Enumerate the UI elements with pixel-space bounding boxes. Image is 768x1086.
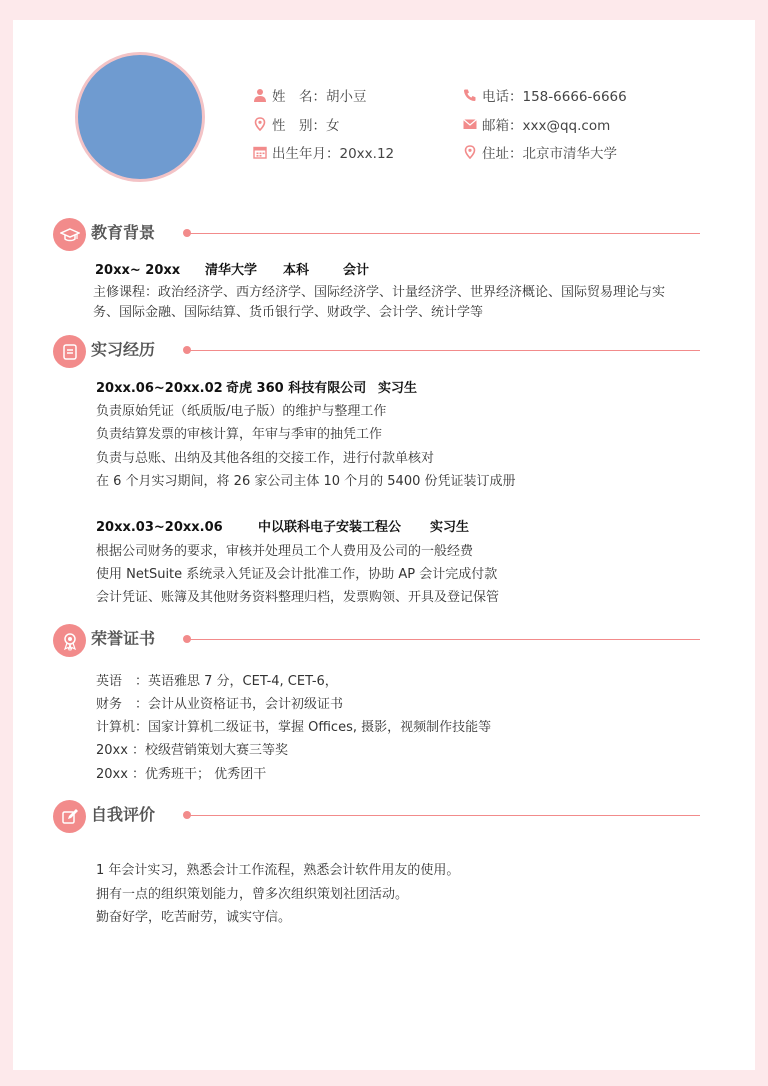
job-2-header	[96, 518, 469, 538]
section-self-eval	[53, 800, 703, 836]
phone-icon	[463, 88, 477, 102]
job-1-duty: 负责结算发票的审核计算，年审与季审的抽凭工作	[96, 427, 383, 442]
edit-icon	[53, 800, 86, 833]
job-2-duty: 根据公司财务的要求，审核并处理员工个人费用及公司的一般经费	[96, 544, 474, 559]
internship-title: 实习经历	[91, 340, 156, 359]
education-courses-1: 主修课程：政治经济学、西方经济学、国际经济学、计量经济学、世界经济概论、国际贸易理论与实	[93, 285, 666, 300]
honor-item: 计算机：国家计算机二级证书，掌握 Offices, 摄影，视频制作技能等	[96, 720, 492, 735]
location-pin-icon	[463, 145, 477, 159]
job-1-header	[96, 379, 417, 399]
job-2-duty: 会计凭证、账簿及其他财务资料整理归档，发票购领、开具及登记保管	[96, 590, 500, 605]
award-icon	[53, 624, 86, 657]
job-company: 奇虎 360 科技有限公司	[226, 381, 367, 396]
honor-item: 20xx ：校级营销策划大赛三等奖	[96, 743, 289, 758]
honors-title: 荣誉证书	[91, 629, 156, 648]
divider	[187, 815, 700, 816]
name-text: 姓 名：胡小豆	[272, 89, 367, 105]
divider	[187, 350, 700, 351]
birth-text: 出生年月：20xx.12	[272, 146, 395, 162]
education-school: 清华大学	[205, 263, 258, 278]
job-1-duty: 负责原始凭证（纸质版/电子版）的维护与整理工作	[96, 404, 387, 419]
job-1-duty: 负责与总账、出纳及其他各组的交接工作，进行付款单核对	[96, 451, 435, 466]
avatar	[75, 52, 205, 182]
self-eval-item: 拥有一点的组织策划能力，曾多次组织策划社团活动。	[96, 887, 409, 902]
honor-item: 20xx ：优秀班干； 优秀团干	[96, 767, 267, 782]
info-address	[463, 142, 617, 162]
job-period: 20xx.06~20xx.02	[96, 381, 223, 396]
honor-item: 财务 ：会计从业资格证书，会计初级证书	[96, 697, 344, 712]
job-1-duty: 在 6 个月实习期间，将 26 家公司主体 10 个月的 5400 份凭证装订成册	[96, 474, 516, 489]
job-period: 20xx.03~20xx.06	[96, 520, 223, 535]
self-eval-title: 自我评价	[91, 805, 156, 824]
graduation-cap-icon	[53, 218, 86, 251]
location-pin-icon	[253, 117, 267, 131]
document-icon	[53, 335, 86, 368]
education-courses-2: 务、国际金融、国际结算、货币银行学、财政学、会计学、统计学等	[93, 305, 484, 320]
self-eval-item: 勤奋好学，吃苦耐劳，诚实守信。	[96, 910, 292, 925]
person-icon	[253, 88, 267, 102]
section-internship	[53, 335, 703, 371]
mail-icon	[463, 117, 477, 131]
section-education	[53, 218, 703, 254]
calendar-icon	[253, 145, 267, 159]
job-role: 实习生	[378, 381, 418, 396]
education-title: 教育背景	[91, 223, 156, 242]
job-2-duty: 使用 NetSuite 系统录入凭证及会计批准工作，协助 AP 会计完成付款	[96, 567, 498, 582]
honor-item: 英语 ：英语雅思 7 分，CET-4, CET-6，	[96, 674, 338, 689]
divider-dot	[183, 229, 191, 237]
section-honors	[53, 624, 703, 660]
education-period: 20xx~ 20xx	[95, 263, 181, 278]
gender-text: 性 别：女	[272, 118, 340, 134]
education-major: 会计	[343, 263, 370, 278]
address-text: 住址：北京市清华大学	[482, 146, 617, 162]
job-role: 实习生	[430, 520, 470, 535]
divider-dot	[183, 635, 191, 643]
info-email	[463, 114, 610, 134]
education-header	[95, 261, 369, 281]
education-degree: 本科	[283, 263, 310, 278]
divider	[187, 233, 700, 234]
job-company: 中以联科电子安装工程公	[258, 520, 402, 535]
email-text: 邮箱：xxx@qq.com	[482, 118, 611, 134]
info-name	[253, 85, 367, 105]
divider	[187, 639, 700, 640]
divider-dot	[183, 811, 191, 819]
info-gender	[253, 114, 340, 134]
info-phone	[463, 85, 627, 105]
divider-dot	[183, 346, 191, 354]
phone-text: 电话：158-6666-6666	[482, 89, 627, 105]
info-birth	[253, 142, 394, 162]
self-eval-item: 1 年会计实习，熟悉会计工作流程，熟悉会计软件用友的使用。	[96, 863, 460, 878]
resume-page	[13, 20, 755, 1070]
